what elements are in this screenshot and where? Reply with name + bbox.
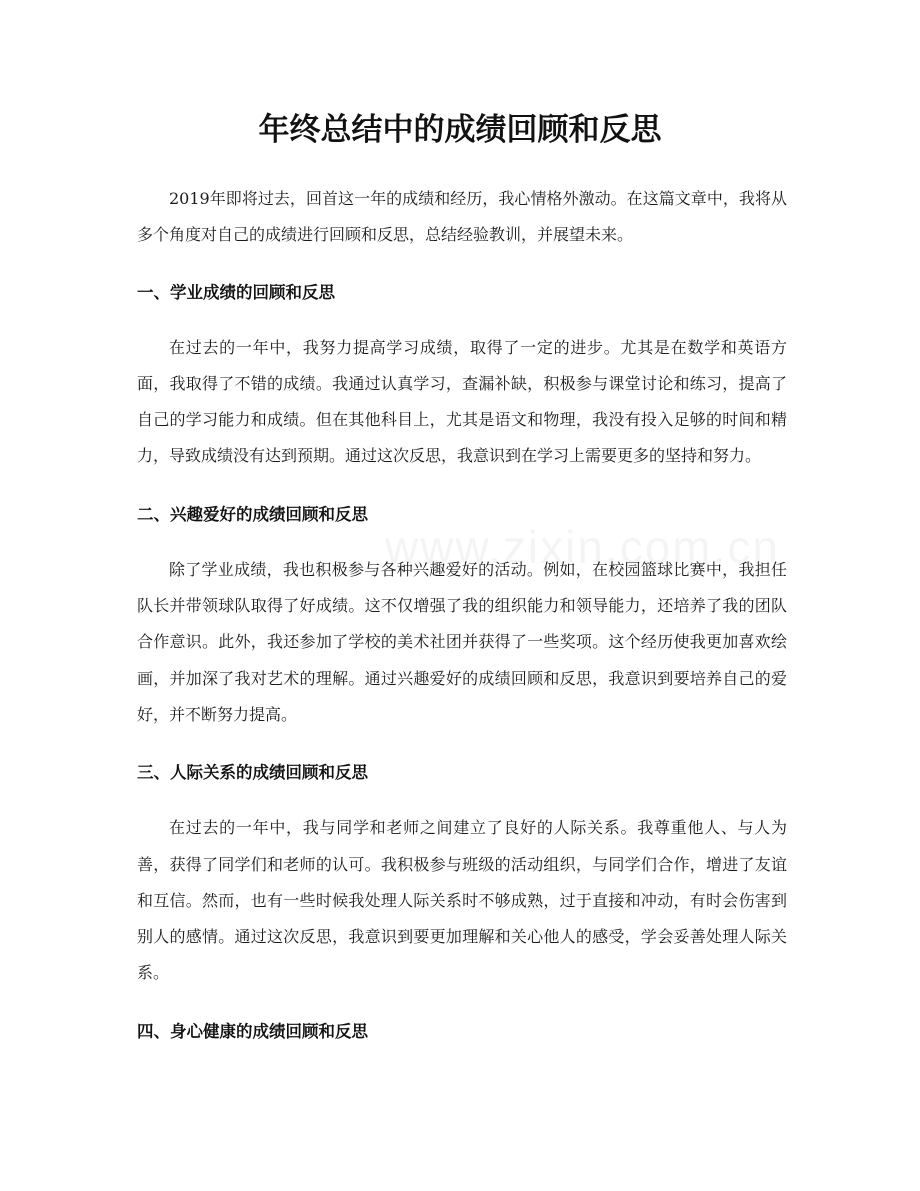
section-heading-relationships: 三、人际关系的成绩回顾和反思 <box>137 763 368 783</box>
section-body-relationships: 在过去的一年中，我与同学和老师之间建立了良好的人际关系。我尊重他人、与人为善，获得了同学们和老师的认可。我积极参与班级的活动组织，与同学们合作，增进了友谊和互信。然而，也有一些时候我处理人际关系时不够成熟，过于直接和冲动，有时会伤害到别人的感情。通过这次反思，我意识到要更加理解和关心他人的感受，学会妥善处理人际关系。 <box>137 818 787 983</box>
section-body-academic: 在过去的一年中，我努力提高学习成绩，取得了一定的进步。尤其是在数学和英语方面，我取得了不错的成绩。我通过认真学习，查漏补缺，积极参与课堂讨论和练习，提高了自己的学习能力和成绩。但在其他科目上，尤其是语文和物理，我没有投入足够的时间和精力，导致成绩没有达到预期。通过这次反思，我意识到在学习上需要更多的坚持和努力。 <box>137 337 787 466</box>
intro-paragraph: 2019年即将过去，回首这一年的成绩和经历，我心情格外激动。在这篇文章中，我将从多个角度对自己的成绩进行回顾和反思，总结经验教训，并展望未来。 <box>137 189 787 245</box>
document-body <box>137 181 787 1045</box>
document-title: 年终总结中的成绩回顾和反思 <box>258 112 662 148</box>
section-body-hobbies: 除了学业成绩，我也积极参与各种兴趣爱好的活动。例如，在校园篮球比赛中，我担任队长并带领球队取得了好成绩。这不仅增强了我的组织能力和领导能力，还培养了我的团队合作意识。此外，我还参加了学校的美术社团并获得了一些奖项。这个经历使我更加喜欢绘画，并加深了我对艺术的理解。通过兴趣爱好的成绩回顾和反思，我意识到要培养自己的爱好，并不断努力提高。 <box>137 559 787 724</box>
section-heading-health: 四、身心健康的成绩回顾和反思 <box>137 1021 368 1041</box>
section-heading-hobbies: 二、兴趣爱好的成绩回顾和反思 <box>137 504 368 524</box>
section-heading-academic: 一、学业成绩的回顾和反思 <box>137 282 335 302</box>
